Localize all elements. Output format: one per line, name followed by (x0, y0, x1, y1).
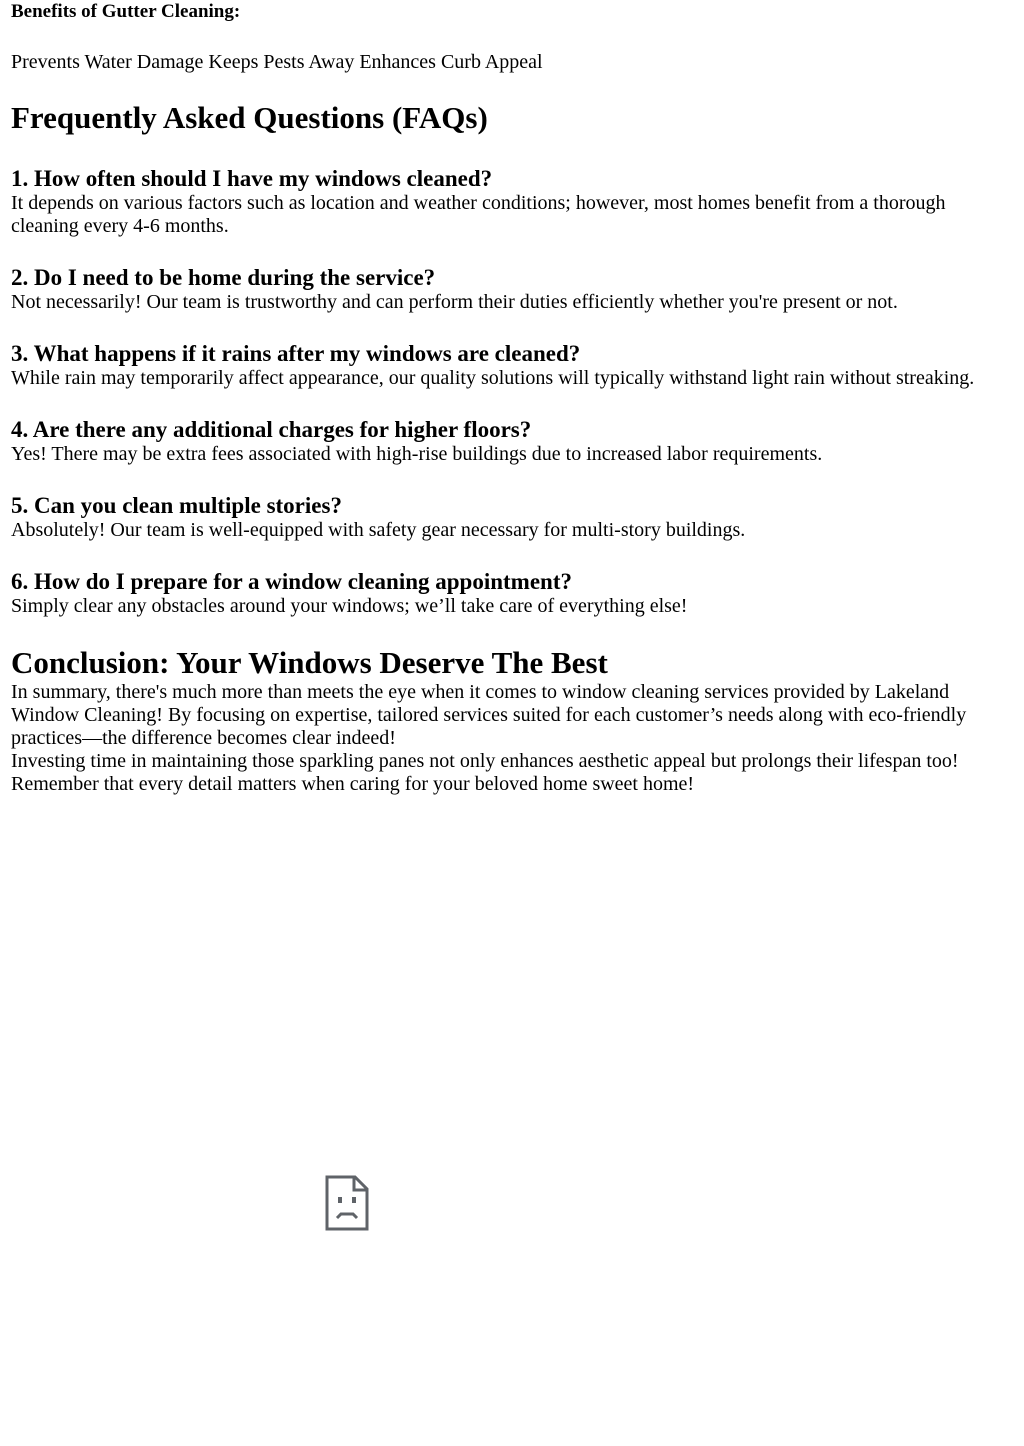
faq-answer: Simply clear any obstacles around your windows; we’ll take care of everything else! (11, 595, 688, 617)
benefits-list: Prevents Water Damage Keeps Pests Away Enhances Curb Appeal (11, 51, 543, 73)
conclusion-heading: Conclusion: Your Windows Deserve The Best (11, 645, 608, 680)
faq-question: 3. What happens if it rains after my windows are cleaned? (11, 341, 581, 366)
conclusion-paragraph: Investing time in maintaining those sparkling panes not only enhances aesthetic appeal but prolongs their lifespan too! Remember that every detail matters when caring for your beloved home sweet home! (11, 750, 959, 795)
faq-question: 2. Do I need to be home during the service? (11, 265, 436, 290)
faq-answer: Absolutely! Our team is well-equipped with safety gear necessary for multi-story buildings. (11, 519, 746, 541)
faq-question: 4. Are there any additional charges for higher floors? (11, 417, 532, 442)
faq-answer: While rain may temporarily affect appearance, our quality solutions will typically withstand light rain without streaking. (11, 367, 975, 389)
faq-question: 5. Can you clean multiple stories? (11, 493, 342, 518)
faq-answer: Not necessarily! Our team is trustworthy and can perform their duties efficiently whether you're present or not. (11, 291, 898, 313)
faq-answer: Yes! There may be extra fees associated with high-rise buildings due to increased labor requirements. (11, 443, 823, 465)
faq-answer: It depends on various factors such as location and weather conditions; however, most homes benefit from a thorough cleaning every 4-6 months. (11, 192, 946, 237)
broken-image-icon (325, 1175, 369, 1231)
benefits-title: Benefits of Gutter Cleaning: (11, 1, 241, 22)
conclusion-paragraph: In summary, there's much more than meets the eye when it comes to window cleaning services provided by Lakeland Window Cleaning! By focusing on expertise, tailored services suited for each customer’s needs along with eco-friendly practices—the difference becomes clear indeed! (11, 681, 967, 749)
faq-question: 6. How do I prepare for a window cleaning appointment? (11, 569, 572, 594)
faq-heading: Frequently Asked Questions (FAQs) (11, 100, 488, 135)
faq-question: 1. How often should I have my windows cleaned? (11, 166, 493, 191)
